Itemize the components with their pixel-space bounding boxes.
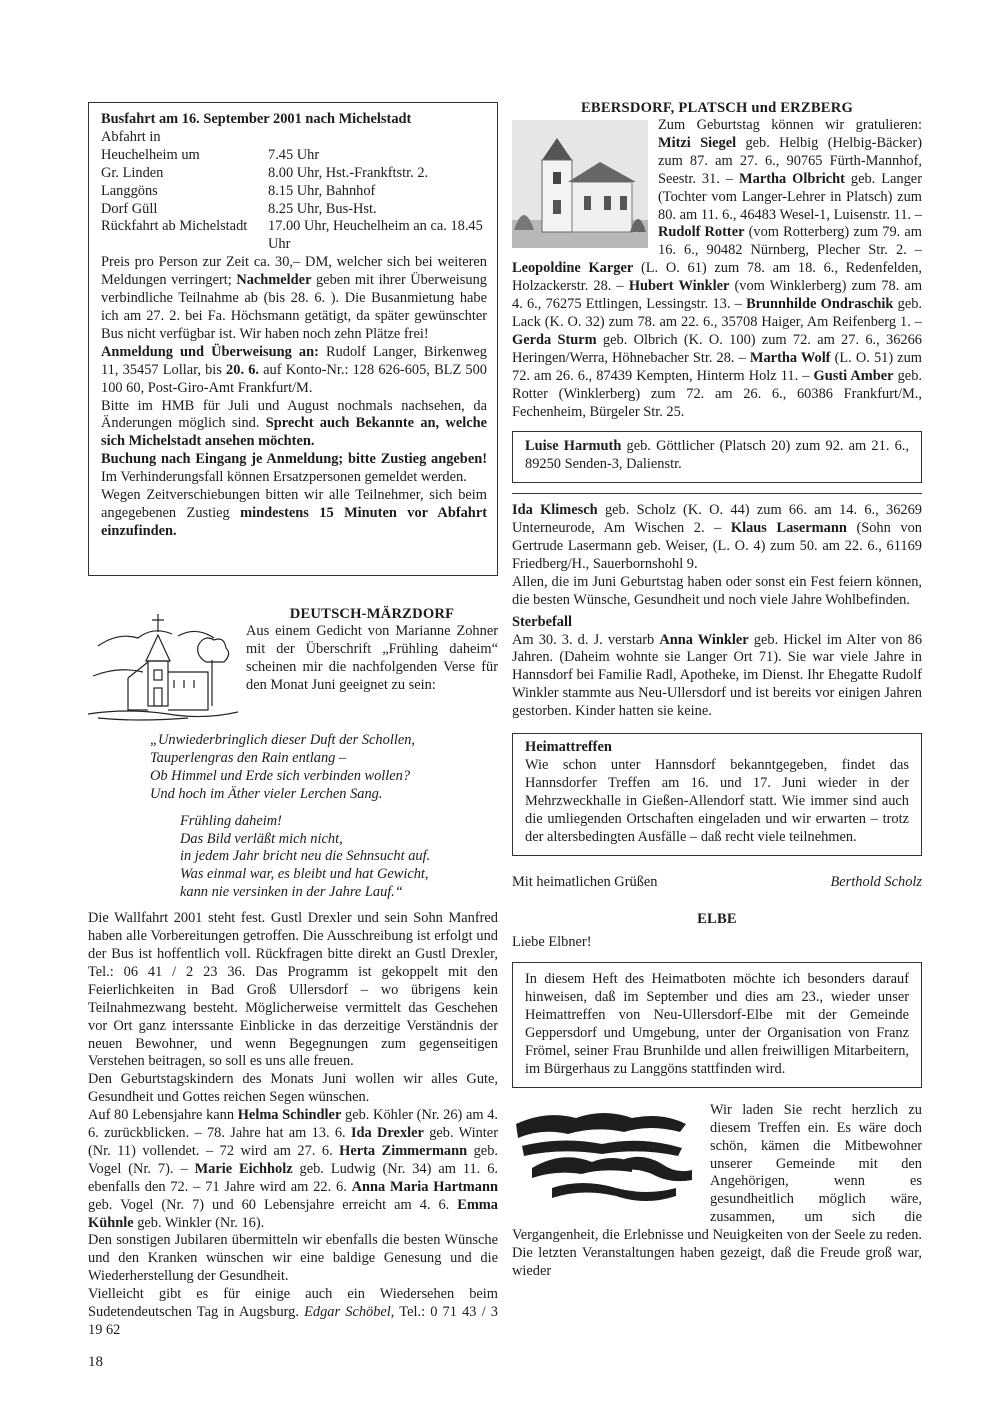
birthday-text: geb. Ludwig (Nr. 34) am 11. 6. ebenfalls den 72. – 71 Jahre wird am 22. 6. xyxy=(88,1160,498,1195)
ebersdorf-birthdays-2 xyxy=(512,502,922,574)
heimattreffen-box xyxy=(512,733,922,855)
ebersdorf-birthday-name: Leopoldine Karger xyxy=(512,260,634,277)
poem-line: Was einmal war, es bleibt und hat Gewicht, xyxy=(180,866,429,883)
signature: Berthold Scholz xyxy=(830,873,922,890)
sterbefall-heading: Sterbefall xyxy=(512,613,572,630)
ebersdorf-birthday-name: Martha Olbricht xyxy=(739,170,845,187)
jubilee-paragraph: Den sonstigen Jubilaren übermitteln wir ebenfalls die besten Wünsche und den Kranken wünschen wir eine baldige Genesung und die Wiederherstellung der Gesundheit. xyxy=(88,1232,498,1285)
schedule-time: 7.45 Uhr xyxy=(268,146,320,163)
schedule-time: 17.00 Uhr, Heuchelheim an ca. 18.45 Uhr xyxy=(268,218,483,253)
schedule-place: Dorf Güll xyxy=(101,200,158,217)
ebersdorf-birthday-text: (vom Rotterberg) zum 79. am 16. 6., 90482 Nürnberg, Plecher Str. 2. – xyxy=(658,224,922,259)
schedule-time: 8.00 Uhr, Hst.-Frankftstr. 2. xyxy=(268,164,429,181)
ebersdorf-birthday-text: geb. Helbig (Helbig-Bäcker) zum 87. am 27. 6., 90765 Fürth-Mannhof, Seestr. 31. – xyxy=(658,134,922,187)
allen-paragraph: Allen, die im Juni Geburtstag haben oder sonst ein Fest feiern können, die besten Wünsche, Gesundheit und noch viele Jahre Wohlbefinden. xyxy=(512,573,922,608)
poem-stanza-1 xyxy=(150,732,498,804)
ebersdorf-birthday-name: Martha Wolf xyxy=(749,349,831,366)
ebersdorf-birthday-name: Rudolf Rotter xyxy=(658,224,745,241)
sterbefall-paragraph: Am 30. 3. d. J. verstarb Anna Winkler geb. Hickel im Alter von 86 Jahren. (Daheim wohnte sie Langer Ort 71). Sie war viele Jahre in Hannsdorf bei Familie Radl, Apotheke, im Dienst. Ihr Ehegatte Rudolf Winkler stammte aus Neu-Ullersdorf und ist bereits vor einigen Jahren gestorben. Kinder hatten sie keine. xyxy=(512,631,923,720)
birthday-text: geb. Vogel (Nr. 7). – xyxy=(88,1142,498,1177)
ebersdorf-birthday-text: geb. Rotter (Winklerberg) zum 72. am 26. 6., 60386 Frankfurt/M., Fechenheim, Bürgeler Str. 25. xyxy=(512,367,922,420)
ebersdorf-heading: EBERSDORF, PLATSCH und ERZBERG xyxy=(580,100,853,116)
bus-schedule xyxy=(101,147,487,254)
deutsch-intro-col xyxy=(246,606,498,724)
luise-box xyxy=(512,431,922,483)
poem-line: Und hoch im Äther vieler Lerchen Sang. xyxy=(150,785,383,802)
page-number: 18 xyxy=(88,1354,103,1370)
elbe-notice-box xyxy=(512,962,922,1087)
ebersdorf-birthday-name: Ida Klimesch xyxy=(512,502,598,519)
sudeten-day-paragraph: Vielleicht gibt es für einige auch ein Wiedersehen beim Sudetendeutschen Tag in Augsburg. Edgar Schöbel, Tel.: 0 71 43 / 3 19 62 xyxy=(88,1286,498,1338)
greeting-line xyxy=(512,874,922,892)
poem-line: Tauperlengras den Rain entlang – xyxy=(150,749,347,766)
bus-registration-paragraph: Anmeldung und Überweisung an: Rudolf Langer, Birkenweg 11, 35457 Lollar, bis 20. 6. auf Konto-Nr.: 128 626-605, BLZ 500 100 60, Post-Giro-Amt Frankfurt/M. xyxy=(101,343,487,396)
birthday-text: geb. Winter (Nr. 11) vollendet. – 72 wird am 27. 6. xyxy=(88,1125,498,1159)
heimattreffen-text: Wie schon unter Hannsdorf bekanntgegeben, findet das Hannsdorfer Treffen am 16. und 17. Juni wieder in der Mehrzweckhalle in Gießen-Allendorf statt. Wie immer sind auch die umliegenden Ortschaften eingeladen und wir erwarten – trotz der altersbedingten Ausfälle – daß recht viele teilnehmen. xyxy=(525,757,909,845)
bus-title: Busfahrt am 16. September 2001 nach Michelstadt xyxy=(101,111,412,127)
heimattreffen-heading: Heimattreffen xyxy=(525,739,612,756)
bus-note-paragraph: Bitte im HMB für Juli und August nochmals nachsehen, da Änderungen möglich sind. Sprecht auch Bekannte an, welche sich Michelstadt ansehen möchten. xyxy=(101,397,487,450)
birthday-wishes-paragraph: Den Geburtstagskindern des Monats Juni wollen wir alles Gute, Gesundheit und Gottes reichen Segen wünschen. xyxy=(88,1071,498,1106)
left-column xyxy=(88,102,498,1340)
ebersdorf-birthday-text: (vom Winklerberg) zum 78. am 4. 6., 76275 Ettlingen, Lessingstr. 13. – xyxy=(512,278,923,313)
deutsch-header-block xyxy=(88,606,498,724)
ebersdorf-birthday-name: Klaus Lasermann xyxy=(730,520,847,537)
separator-rule xyxy=(512,493,922,494)
poem-line: „Unwiederbringlich dieser Duft der Schollen, xyxy=(150,732,415,748)
ebersdorf-birthday-name: Mitzi Siegel xyxy=(658,134,737,151)
ebersdorf-birthday-text: (L. O. 61) zum 78. am 18. 6., Redenfelden, Holzackerstr. 28. – xyxy=(512,260,922,295)
ebersdorf-birthday-text: geb. Scholz (K. O. 44) zum 66. am 14. 6., 36269 Unterneurode, Am Wischen 2. – xyxy=(512,502,923,537)
schedule-place: Heuchelheim um xyxy=(101,146,200,163)
ebersdorf-birthday-text: geb. Olbrich (K. O. 100) zum 72. am 27. 6., 36266 Heringen/Werra, Höhnebacher Str. 28. – xyxy=(512,331,922,366)
deutsch-heading: DEUTSCH-MÄRZDORF xyxy=(289,606,455,622)
landscape-sketch xyxy=(512,1102,698,1212)
schedule-time: 8.15 Uhr, Bahnhof xyxy=(268,182,376,199)
elbe-greeting: Liebe Elbner! xyxy=(512,934,592,951)
landscape-sketch-icon xyxy=(512,1102,698,1212)
birthday-name: Helma Schindler xyxy=(237,1107,342,1124)
birthday-name: Ida Drexler xyxy=(350,1125,424,1142)
church-sketch-icon xyxy=(88,606,238,724)
ebersdorf-birthday-name: Brunnhilde Ondraschik xyxy=(746,296,894,313)
birthday-name: Anna Maria Hartmann xyxy=(351,1178,498,1195)
bus-price-paragraph: Preis pro Person zur Zeit ca. 30,– DM, welcher sich bei weiteren Meldungen verringert; Nachmelder geben mit ihrer Überweisung verbindliche Teilnahme ab (bis 28. 6. ). Die Busanmietung habe ich am 27. 2. bei Fa. Höchsmann getätigt, da später gewünschter Bus nicht verfügbar ist. Wir haben noch zehn Plätze frei! xyxy=(101,254,487,342)
birthday-name: Herta Zimmermann xyxy=(339,1142,468,1159)
elbe-heading: ELBE xyxy=(697,911,737,928)
poem-stanza-2 xyxy=(180,813,498,903)
birthday-text: geb. Vogel (Nr. 7) und 60 Lebensjahre erreicht am 4. 6. xyxy=(88,1196,458,1213)
ebersdorf-birthday-text: geb. Lack (K. O. 32) zum 78. am 22. 6., 35708 Haiger, Am Reifenberg 1. – xyxy=(512,296,923,330)
ebersdorf-birthday-name: Hubert Winkler xyxy=(628,278,730,295)
birthday-text: geb. Winkler (Nr. 16). xyxy=(133,1214,265,1231)
poem-line: Frühling daheim! xyxy=(180,812,282,829)
bus-booking-paragraph: Buchung nach Eingang je Anmeldung; bitte Zustieg angeben! Im Verhinderungsfall können Ersatzpersonen gemeldet werden. xyxy=(101,451,487,486)
ebersdorf-photo xyxy=(512,120,648,248)
poem-line: kann nie versinken in der Jahre Lauf.“ xyxy=(180,884,403,901)
birthday-name: Marie Eichholz xyxy=(194,1160,293,1177)
poem xyxy=(150,732,498,902)
pilgrimage-paragraph: Die Wallfahrt 2001 steht fest. Gustl Drexler und sein Sohn Manfred haben alle Vorbereitungen getroffen. Die Ausschreibung ist erfolgt und der Bus ist hoffentlich voll. Rückfragen bitte direkt an Gustl Drexler, Tel.: 06 41 / 2 23 36. Das Programm ist gekoppelt mit den Feierlichkeiten in Bad Groß Ullersdorf – wo übrigens kein Teilnahmezwang besteht. Möglicherweise vermittelt das Geschehen vor Ort ganz interssante Einblicke in das derzeitige Verständnis der neuen Bewohner, und wenn Begegnungen zum gegenseitigen Verstehen beitragen, so soll es uns alle freuen. xyxy=(88,910,498,1070)
ebersdorf-birthday-text: Zum Geburtstag können wir gratulieren: xyxy=(658,117,922,133)
ebersdorf-birthday-name: Gusti Amber xyxy=(813,367,894,384)
poem-line: in jedem Jahr bricht neu die Sehnsucht auf. xyxy=(180,848,431,865)
elbe-notice: In diesem Heft des Heimatboten möchte ich besonders darauf hinweisen, daß im September und dies am 23., wieder unser Heimattreffen von Neu-Ullersdorf-Elbe mit der Gemeinde Geppersdorf und Umgebung, unter der Organisation von Franz Frömel, seiner Frau Brunhilde und allen freiwilligen Mitarbeitern, im Bürgerhaus zu Langgöns stattfinden wird. xyxy=(525,971,909,1077)
schedule-time: 8.25 Uhr, Bus-Hst. xyxy=(268,200,377,217)
elbe-invite: Wir laden Sie recht herzlich zu diesem Treffen ein. Es wäre doch schön, kämen die Mitbewohner unserer Gemeinde mit den Angehörigen, wenn es gesundheitlich möglich wäre, zusammen, um sich die Vergangenheit, die Erlebnisse und Neuigkeiten von der Seele zu reden. Die letzten Veranstaltungen haben gezeigt, daß die Freude groß war, wieder xyxy=(512,1101,922,1279)
bus-trip-box xyxy=(88,102,498,576)
bus-abfahrt-label: Abfahrt in xyxy=(101,128,161,145)
birthday-name: Emma Kühnle xyxy=(88,1196,498,1231)
schedule-place: Gr. Linden xyxy=(101,164,164,181)
schedule-place: Langgöns xyxy=(101,182,158,199)
birthday-text: Auf 80 Lebensjahre kann xyxy=(88,1107,238,1124)
deutsch-intro: Aus einem Gedicht von Marianne Zohner mit der Überschrift „Frühling daheim“ scheinen mir die nachfolgenden Verse für den Monat Juni geeignet zu sein: xyxy=(246,623,498,693)
birthday-text: geb. Köhler (Nr. 26) am 4. 6. zurückblicken. – 78. Jahre hat am 13. 6. xyxy=(88,1107,499,1142)
elbe-invite-block xyxy=(512,1102,922,1281)
luise-paragraph: Luise Harmuth geb. Göttlicher (Platsch 20) zum 92. am 21. 6., 89250 Senden-3, Dalienstr. xyxy=(525,438,909,473)
birthday-list-paragraph xyxy=(88,1107,498,1232)
deutsch-body xyxy=(88,910,498,1340)
right-column xyxy=(512,100,922,1281)
church-photo-icon xyxy=(512,120,648,248)
greeting: Mit heimatlichen Grüßen xyxy=(512,873,658,890)
church-sketch xyxy=(88,606,246,724)
bus-timing-paragraph: Wegen Zeitverschiebungen bitten wir alle Teilnehmer, sich beim angegebenen Zustieg mindestens 15 Minuten vor Abfahrt einzufinden. xyxy=(101,487,487,539)
poem-line: Ob Himmel und Erde sich verbinden wollen? xyxy=(150,767,411,784)
ebersdorf-birthday-text: (L. O. 51) zum 72. am 26. 6., 87439 Kempten, Hinterm Holz 11. – xyxy=(512,349,922,384)
poem-line: Das Bild verläßt mich nicht, xyxy=(180,830,343,847)
ebersdorf-birthday-name: Gerda Sturm xyxy=(512,331,597,348)
ebersdorf-birthday-text: geb. Langer (Tochter vom Langer-Lehrer in Platsch) zum 80. am 11. 6., 46483 Wesel-1, Luisenstr. 11. – xyxy=(658,170,922,223)
schedule-place: Rückfahrt ab Michelstadt xyxy=(101,218,248,235)
ebersdorf-birthday-text: (Sohn von Gertrude Lasermann geb. Weiser, (L. O. 4) zum 50. am 22. 6., 61169 Friedberg/H., Sauerbornshohl 9. xyxy=(512,520,922,572)
